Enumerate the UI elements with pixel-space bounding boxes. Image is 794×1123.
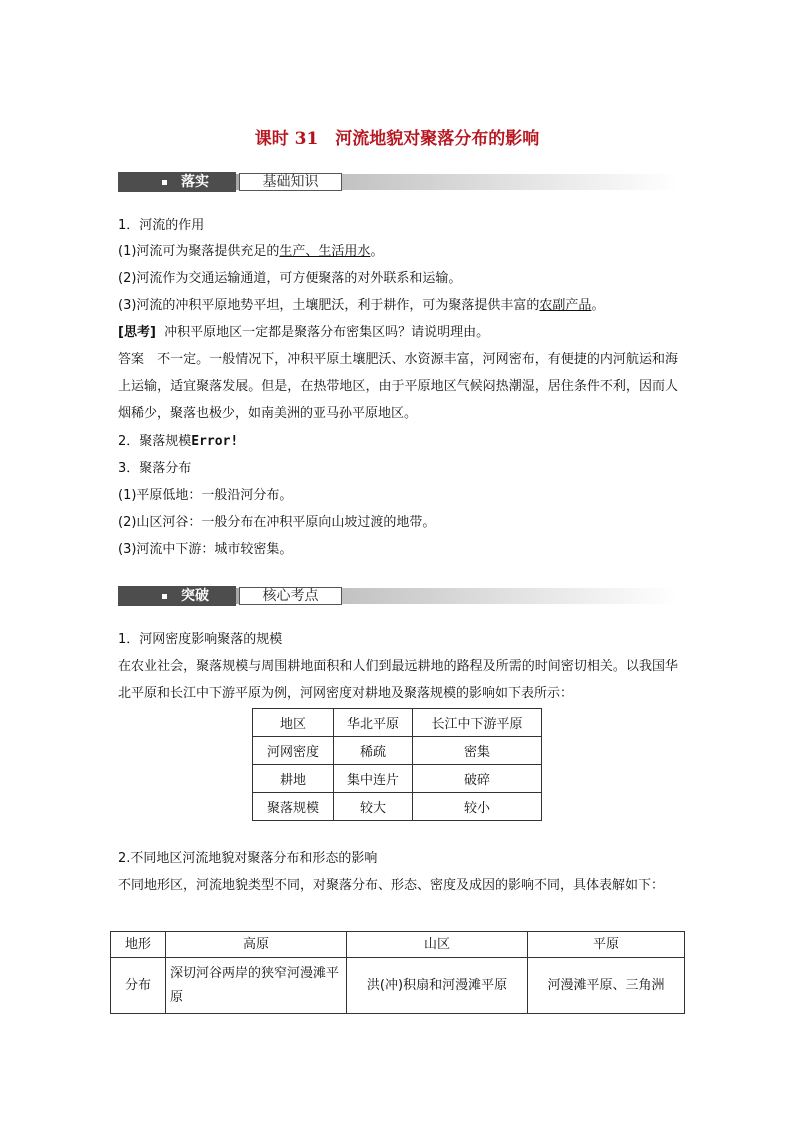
page-title: 课时 31 河流地貌对聚落分布的影响 bbox=[254, 129, 540, 149]
item-1-3: (3)河流的冲积平原地势平坦，土壤肥沃，利于耕作，可为聚落提供丰富的农副产品。 bbox=[118, 298, 605, 313]
paragraph-river-density: 在农业社会，聚落规模与周围耕地面积和人们到最远耕地的路程及所需的时间密切相关。以我国华北平原和长江中下游平原为例，河网密度对耕地及聚落规模的影响如下表所示： bbox=[118, 659, 678, 701]
heading-settlement-scale: 2．聚落规模Error! bbox=[118, 434, 239, 449]
answer-paragraph: 答案 不一定。一般情况下，冲积平原土壤肥沃、水资源丰富，河网密布，有便捷的内河航运和海上运输，适宜聚落发展。但是，在热带地区，由于平原地区气候闷热潮湿，居住条件不利，因而人烟稀少，聚落也极少，如南美洲的亚马孙平原地区。 bbox=[118, 352, 678, 421]
think-question: [思考] 冲积平原地区一定都是聚落分布密集区吗？请说明理由。 bbox=[118, 325, 490, 340]
section-label: 基础知识 bbox=[239, 173, 342, 191]
table-row: 聚落规模 较大 较小 bbox=[253, 793, 542, 821]
square-bullet-icon bbox=[162, 180, 167, 185]
section-tag: 突破 bbox=[118, 586, 236, 606]
table-landform bbox=[110, 931, 685, 1014]
heading-settlement-distribution: 3．聚落分布 bbox=[118, 461, 192, 476]
section-bar-core bbox=[118, 586, 678, 606]
table-row: 分布 深切河谷两岸的狭窄河漫滩平原 洪(冲)积扇和河漫滩平原 河漫滩平原、三角洲 bbox=[111, 958, 685, 1014]
table-row: 地形 高原 山区 平原 bbox=[111, 932, 685, 958]
heading-landform-influence: 2.不同地区河流地貌对聚落分布和形态的影响 bbox=[118, 851, 378, 866]
section-tag: 落实 bbox=[118, 172, 236, 192]
square-bullet-icon bbox=[162, 594, 167, 599]
heading-river-role: 1．河流的作用 bbox=[118, 218, 205, 233]
table-row: 地区 华北平原 长江中下游平原 bbox=[253, 709, 542, 737]
heading-river-density: 1．河网密度影响聚落的规模 bbox=[118, 632, 283, 647]
item-1-1: (1)河流可为聚落提供充足的生产、生活用水。 bbox=[118, 244, 384, 259]
paragraph-landform-influence: 不同地形区，河流地貌类型不同，对聚落分布、形态、密度及成因的影响不同，具体表解如下： bbox=[118, 878, 665, 893]
section-bar-basic bbox=[118, 172, 678, 192]
table-row: 河网密度 稀疏 密集 bbox=[253, 737, 542, 765]
item-3-2: (2)山区河谷：一般分布在冲积平原向山坡过渡的地带。 bbox=[118, 515, 436, 530]
table-row: 耕地 集中连片 破碎 bbox=[253, 765, 542, 793]
item-3-3: (3)河流中下游：城市较密集。 bbox=[118, 542, 293, 557]
section-label: 核心考点 bbox=[239, 587, 342, 605]
item-1-2: (2)河流作为交通运输通道，可方便聚落的对外联系和运输。 bbox=[118, 271, 462, 286]
table-river-density bbox=[252, 708, 542, 821]
item-3-1: (1)平原低地：一般沿河分布。 bbox=[118, 488, 293, 503]
